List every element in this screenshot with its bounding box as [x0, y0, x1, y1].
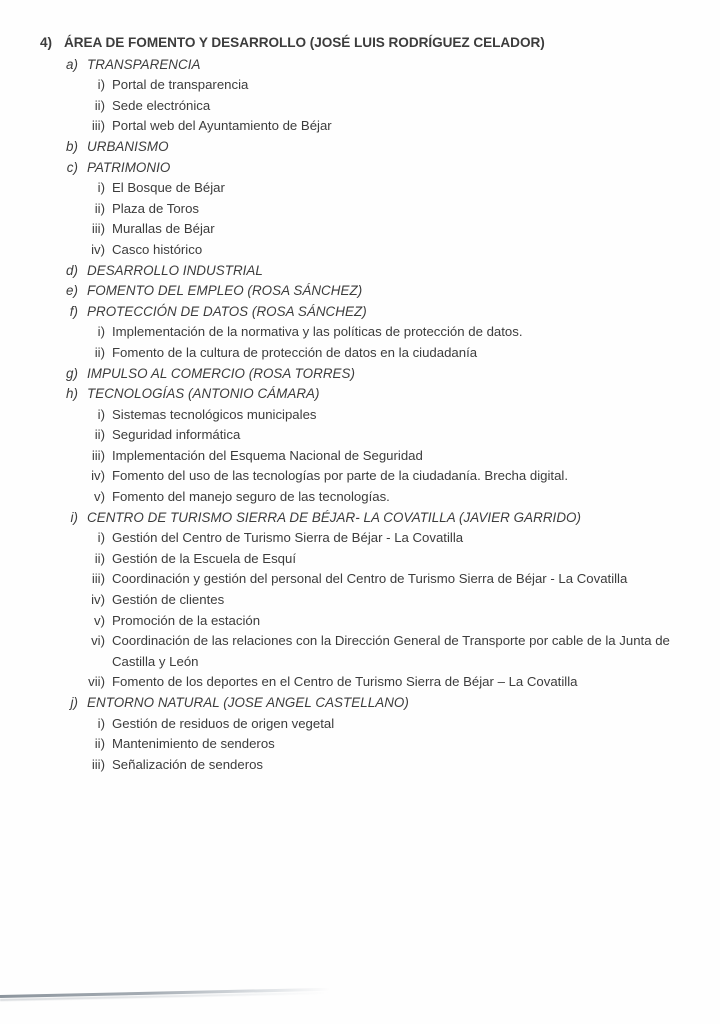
scan-edge-artifact — [0, 988, 330, 998]
outline-item — [0, 755, 720, 776]
outline-item — [0, 343, 720, 364]
outline-item — [0, 240, 720, 261]
subsection-marker: d) — [65, 262, 78, 278]
item-marker: v) — [94, 489, 105, 505]
item-text: Casco histórico — [112, 241, 203, 257]
item-marker: i) — [97, 180, 105, 196]
item-text: Sistemas tecnológicos municipales — [112, 406, 317, 422]
outline-item — [0, 116, 720, 137]
item-marker: vii) — [88, 674, 105, 690]
item-text: Gestión de residuos de origen vegetal — [112, 715, 335, 731]
outline-item — [0, 487, 720, 508]
outline-item — [0, 590, 720, 611]
section-title: ÁREA DE FOMENTO Y DESARROLLO (JOSÉ LUIS RODRÍGUEZ CELADOR) — [64, 35, 545, 50]
item-marker: ii) — [94, 344, 105, 360]
item-text: Implementación del Esquema Nacional de Seguridad — [112, 447, 423, 463]
outline-item — [0, 199, 720, 220]
item-marker: ii) — [94, 427, 105, 443]
subsection-heading — [0, 55, 720, 76]
item-marker: i) — [97, 406, 105, 422]
outline-item — [0, 405, 720, 426]
item-marker: vi) — [91, 633, 105, 649]
item-marker: i) — [97, 715, 105, 731]
item-marker: iv) — [91, 468, 105, 484]
subsection-heading — [0, 508, 720, 529]
subsection-heading — [0, 302, 720, 323]
item-marker: iii) — [91, 447, 105, 463]
outline-item — [0, 219, 720, 240]
subsection-marker: f) — [69, 303, 78, 319]
subsection-title: DESARROLLO INDUSTRIAL — [87, 262, 263, 278]
item-marker: ii) — [94, 200, 105, 216]
outline-item — [0, 178, 720, 199]
subsection-heading — [0, 261, 720, 282]
subsection-marker: e) — [65, 283, 78, 299]
subsection-title: ENTORNO NATURAL (JOSE ANGEL CASTELLANO) — [87, 695, 409, 710]
subsection-list — [0, 55, 720, 776]
item-text: Portal de transparencia — [112, 77, 249, 93]
item-text: Implementación de la normativa y las políticas de protección de datos. — [112, 324, 523, 340]
item-text: Gestión del Centro de Turismo Sierra de Béjar - La Covatilla — [112, 530, 464, 546]
outline-item — [0, 631, 720, 672]
subsection-title: TRANSPARENCIA — [87, 56, 201, 72]
outline-item — [0, 734, 720, 755]
item-text: Fomento de la cultura de protección de datos en la ciudadanía — [112, 344, 478, 360]
section-marker: 4) — [40, 35, 52, 50]
outline-item — [0, 672, 720, 693]
item-text: Coordinación de las relaciones con la Dirección General de Transporte por cable de la Junta de Castilla y León — [112, 633, 674, 669]
outline-item — [0, 549, 720, 570]
item-text: Gestión de clientes — [112, 592, 225, 608]
item-text: Fomento del uso de las tecnologías por parte de la ciudadanía. Brecha digital. — [112, 468, 568, 484]
outline-item — [0, 569, 720, 590]
item-text: Seguridad informática — [112, 427, 241, 443]
item-marker: iii) — [91, 118, 105, 134]
outline-item — [0, 425, 720, 446]
subsection-title: TECNOLOGÍAS (ANTONIO CÁMARA) — [87, 386, 320, 402]
subsection-marker: i) — [70, 509, 78, 525]
subsection-heading — [0, 137, 720, 158]
subsection-heading — [0, 384, 720, 405]
item-text: Promoción de la estación — [112, 612, 261, 628]
item-marker: v) — [94, 612, 105, 628]
outline-item — [0, 322, 720, 343]
item-marker: iii) — [91, 221, 105, 237]
item-text: Portal web del Ayuntamiento de Béjar — [112, 118, 332, 134]
subsection-title: PROTECCIÓN DE DATOS (ROSA SÁNCHEZ) — [87, 303, 367, 319]
item-marker: i) — [97, 77, 105, 93]
subsection-title: FOMENTO DEL EMPLEO (ROSA SÁNCHEZ) — [87, 283, 363, 299]
item-text: Fomento de los deportes en el Centro de Turismo Sierra de Béjar – La Covatilla — [112, 674, 578, 690]
subsection-marker: h) — [65, 386, 78, 402]
subsection-title: IMPULSO AL COMERCIO (ROSA TORRES) — [87, 365, 356, 381]
subsection-marker: a) — [65, 56, 78, 72]
scan-edge-artifact-soft — [0, 992, 330, 1001]
item-marker: i) — [97, 530, 105, 546]
subsection-marker: b) — [65, 138, 78, 154]
item-marker: ii) — [94, 736, 105, 752]
outline-item — [0, 96, 720, 117]
outline-item — [0, 714, 720, 735]
item-marker: i) — [97, 324, 105, 340]
outline-item — [0, 466, 720, 487]
outline-item — [0, 528, 720, 549]
item-text: Sede electrónica — [112, 97, 211, 113]
item-marker: ii) — [94, 97, 105, 113]
item-text: Fomento del manejo seguro de las tecnologías. — [112, 489, 390, 505]
item-text: El Bosque de Béjar — [112, 180, 225, 196]
subsection-marker: c) — [66, 159, 78, 175]
item-text: Gestión de la Escuela de Esquí — [112, 550, 297, 566]
outline-item — [0, 75, 720, 96]
item-marker: iv) — [91, 241, 105, 257]
item-text: Coordinación y gestión del personal del Centro de Turismo Sierra de Béjar - La Covatilla — [112, 571, 628, 587]
item-marker: iii) — [91, 756, 105, 772]
item-text: Señalización de senderos — [112, 756, 264, 772]
subsection-title: PATRIMONIO — [87, 159, 171, 175]
subsection-heading — [0, 364, 720, 385]
outline-item — [0, 446, 720, 467]
section-heading — [0, 33, 720, 54]
item-text: Plaza de Toros — [112, 200, 199, 216]
item-text: Murallas de Béjar — [112, 221, 215, 237]
item-marker: iii) — [91, 571, 105, 587]
subsection-marker: j) — [70, 695, 78, 710]
item-marker: iv) — [91, 592, 105, 608]
subsection-heading — [0, 158, 720, 179]
subsection-heading — [0, 281, 720, 302]
outline-item — [0, 611, 720, 632]
subsection-title: URBANISMO — [87, 138, 169, 154]
subsection-marker: g) — [65, 365, 78, 381]
subsection-title: CENTRO DE TURISMO SIERRA DE BÉJAR- LA COVATILLA (JAVIER GARRIDO) — [87, 509, 582, 525]
item-marker: ii) — [94, 550, 105, 566]
subsection-heading — [0, 693, 720, 714]
item-text: Mantenimiento de senderos — [112, 736, 275, 752]
